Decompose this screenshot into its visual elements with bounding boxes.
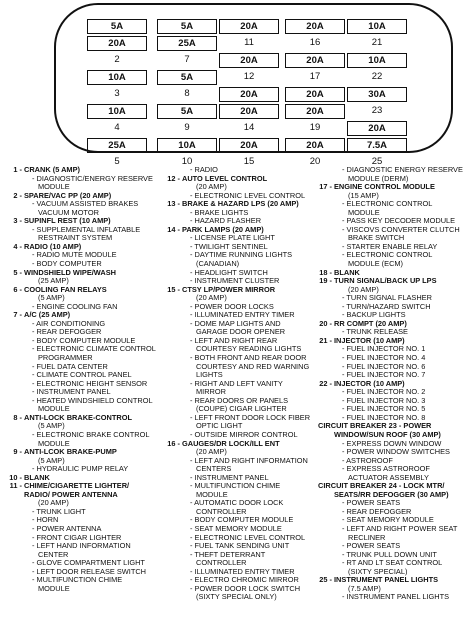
circuit-item-continued: (5 AMP) <box>38 455 65 465</box>
fuse-number: 13 - <box>167 199 180 209</box>
fuse-rating <box>87 104 147 119</box>
fuse-rating <box>219 19 279 34</box>
fuse-circuit-name: SUPINFL REST (10 AMP) <box>24 216 111 226</box>
fuse-circuit-name: INSTRUMENT PANEL LIGHTS <box>334 575 439 585</box>
fuse-rating <box>285 138 345 153</box>
circuit-item: - LICENSE PLATE LIGHT <box>190 233 275 243</box>
fuse-circuit-name: WINDSHIELD WIPE/WASH <box>24 267 116 277</box>
fuse-number: 9 - <box>13 447 22 457</box>
fuse-label: 20A <box>368 123 386 134</box>
fuse-circuit-name: PARK LAMPS (20 AMP) <box>182 224 264 234</box>
fuse-circuit-name: CTSY LP/POWER MIRROR <box>182 284 276 294</box>
fuse-number: 3 - <box>13 216 22 226</box>
circuit-item: - ELECTRONIC CLIMATE CONTROL <box>32 344 156 354</box>
fuse-label: 23 <box>371 105 383 116</box>
circuit-item-continued: MODULE <box>38 438 70 448</box>
circuit-item: - THEFT DETERRANT <box>190 549 266 559</box>
circuit-item: - EXPRESS ASTROROOF <box>342 464 430 474</box>
fuse-label: 15 <box>243 156 255 167</box>
circuit-item: - TRUNK RELEASE <box>342 327 408 337</box>
fuse-label: 10A <box>368 21 386 32</box>
fuse-label: 5A <box>110 21 124 32</box>
fuse-number <box>87 121 147 136</box>
fuse-entry-heading <box>2 166 156 175</box>
fuse-label: 10A <box>178 140 196 151</box>
fuse-label: 20A <box>306 140 324 151</box>
circuit-item: - POWER WINDOW SWITCHES <box>342 447 450 457</box>
circuit-item-continued: (CANADIAN) <box>196 259 240 269</box>
circuit-item: - FUEL DATA CENTER <box>32 361 108 371</box>
fuse-circuit-name: RADIO (10 AMP) <box>24 241 82 251</box>
fuse-entry-heading <box>2 217 156 226</box>
circuit-item: - DOME MAP LIGHTS AND <box>190 318 281 328</box>
fuse-label: 20A <box>306 55 324 66</box>
circuit-item: - GLOVE COMPARTMENT LIGHT <box>32 558 145 568</box>
fuse-entry-heading <box>160 200 310 209</box>
circuit-item-continued: ACTUATOR ASSEMBLY <box>348 472 429 482</box>
fuse-rating <box>157 104 217 119</box>
fuse-number: 1 - <box>13 165 22 174</box>
fuse-circuit-name: A/C (25 AMP) <box>24 310 71 320</box>
circuit-item-continued: (20 AMP) <box>348 284 379 294</box>
fuse-rating <box>219 53 279 68</box>
fuse-number: 14 - <box>167 224 180 234</box>
circuit-item-continued: MODULE (DERM) <box>348 173 409 183</box>
circuit-item: - INSTRUMENT PANEL <box>190 472 269 482</box>
circuit-item: - AUTOMATIC DOOR LOCK <box>190 498 284 508</box>
circuit-item: - ELECTRONIC HEIGHT SENSOR <box>32 378 148 388</box>
circuit-item: - TRUNK LIGHT <box>32 506 86 516</box>
fuse-number: 22 - <box>319 378 332 388</box>
fuse-label: 11 <box>244 37 254 48</box>
circuit-item: - SUPPLEMENTAL INFLATABLE <box>32 224 141 234</box>
circuit-item: - TURN SIGNAL FLASHER <box>342 293 432 303</box>
fuse-label: 25 <box>371 156 383 167</box>
fuse-rating <box>157 19 217 34</box>
fuse-label: 20A <box>240 140 258 151</box>
circuit-item: - VACUUM ASSISTED BRAKES <box>32 199 139 209</box>
circuit-item-continued: MODULE <box>196 489 228 499</box>
circuit-item-continued: CENTER <box>38 549 69 559</box>
fuse-rating <box>347 121 407 136</box>
fuse-label: 20A <box>240 21 258 32</box>
fuse-rating <box>285 53 345 68</box>
fuse-number: 16 - <box>167 438 180 448</box>
fuse-number <box>347 36 407 51</box>
circuit-item-continued: MIRROR <box>196 387 226 397</box>
fuse-column <box>219 19 279 172</box>
fuse-rating <box>285 104 345 119</box>
fuse-entry-heading <box>312 277 463 286</box>
circuit-item-continued: (5 AMP) <box>38 421 65 431</box>
circuit-item: - LEFT AND RIGHT POWER SEAT <box>342 523 458 533</box>
fuse-rating <box>347 87 407 102</box>
fuse-number: 21 - <box>319 335 332 345</box>
fuse-label: 14 <box>243 122 255 133</box>
fuse-rating <box>219 138 279 153</box>
fuse-label: 7.5A <box>366 140 388 151</box>
fuse-circuit-name: ANTI-LCOK BRAKE-PUMP <box>24 447 117 457</box>
fuse-label: 20A <box>240 55 258 66</box>
circuit-item: - RADIO MUTE MODULE <box>32 250 117 260</box>
fuse-circuit-name: INJECTOR (10 AMP) <box>334 378 405 388</box>
fuse-rating <box>157 70 217 85</box>
circuit-item: - FUEL INJECTOR NO. 3 <box>342 395 426 405</box>
fuse-number <box>87 87 147 102</box>
fuse-rating <box>347 53 407 68</box>
fuse-label: 20 <box>309 156 321 167</box>
fuse-label: 5A <box>180 72 194 83</box>
fuse-number <box>285 36 345 51</box>
circuit-breaker-heading-continued: SEATS/RR DEFOGGER (30 AMP) <box>334 489 449 499</box>
circuit-item: - FRONT CIGAR LIGHTER <box>32 532 122 542</box>
circuit-item: - ELECTRONIC LEVEL CONTROL <box>190 532 306 542</box>
circuit-item-continued: COURTESY AND RED WARNING <box>196 361 310 371</box>
circuit-item: - RT AND LT SEAT CONTROL <box>342 558 443 568</box>
circuit-item: - PASS KEY DECODER MODULE <box>342 216 456 226</box>
circuit-item: - LEFT FRONT DOOR LOCK FIBER <box>190 412 311 422</box>
fuse-entry-heading <box>160 175 310 184</box>
fuse-entry-heading <box>2 269 156 278</box>
fuse-rating <box>219 87 279 102</box>
fuse-rating <box>347 138 407 153</box>
circuit-item-continued: CONTROLLER <box>196 558 247 568</box>
fuse-label: 12 <box>243 71 255 82</box>
fuse-label: 21 <box>371 37 383 48</box>
fuse-label: 9 <box>184 122 190 133</box>
circuit-item: - ILLUMINATED ENTRY TIMER <box>190 310 295 320</box>
fuse-rating <box>87 138 147 153</box>
fuse-number <box>219 36 279 51</box>
circuit-item: - HYDRAULIC PUMP RELAY <box>32 464 129 474</box>
fuse-number: 11 - <box>9 481 22 491</box>
fuse-rating <box>347 19 407 34</box>
circuit-item: - SEAT MEMORY MODULE <box>342 515 434 525</box>
circuit-item: - EXPRESS DOWN WINDOW <box>342 438 442 448</box>
fuse-entry-heading <box>160 286 310 295</box>
fuse-label: 22 <box>371 71 383 82</box>
circuit-item-continued: (5 AMP) <box>38 293 65 303</box>
circuit-item: - MULTIFUNCTION CHIME <box>32 575 123 585</box>
fuse-circuit-name: BLANK <box>24 472 50 482</box>
circuit-item-continued: (20 AMP) <box>196 447 227 457</box>
fuse-rating <box>157 36 217 51</box>
fuse-entry-heading <box>2 286 156 295</box>
fuse-entry-heading <box>2 243 156 252</box>
fuse-rating <box>157 138 217 153</box>
fuse-circuit-name-continued: RADIO/ POWER ANTENNA <box>24 489 118 499</box>
circuit-item: - ELECTRONIC BRAKE CONTROL <box>32 429 150 439</box>
circuit-item: - FUEL INJECTOR NO. 6 <box>342 361 426 371</box>
circuit-item: - DIAGNOSTIC/ENERGY RESERVE <box>32 173 153 183</box>
fuse-number: 17 - <box>319 182 332 192</box>
fuse-entry-heading <box>2 192 156 201</box>
fuse-circuit-name: GAUGES/DR LOCK/ILL ENT <box>182 438 280 448</box>
circuit-item: - BOTH FRONT AND REAR DOOR <box>190 353 307 363</box>
fuse-column <box>87 19 147 172</box>
circuit-breaker-heading-continued: WINDOW/SUN ROOF (30 AMP) <box>334 429 441 439</box>
circuit-item-continued: (7.5 AMP) <box>348 583 381 593</box>
fuse-label: 5 <box>114 156 120 167</box>
fuse-number <box>285 70 345 85</box>
circuit-item: - HEADLIGHT SWITCH <box>190 267 268 277</box>
fuse-number: 25 - <box>319 575 332 585</box>
circuit-breaker-heading: CIRCUIT BREAKER 23 - POWER <box>318 421 432 431</box>
fuse-label: 25A <box>178 38 196 49</box>
fuse-label: 3 <box>114 88 120 99</box>
fuse-circuit-name: AUTO LEVEL CONTROL <box>182 173 268 183</box>
circuit-item-continued: MODULE <box>348 207 380 217</box>
circuit-item: - TURN/HAZARD SWITCH <box>342 301 431 311</box>
fuse-label: 30A <box>368 89 386 100</box>
fuse-label: 5A <box>180 106 194 117</box>
circuit-item: - AIR CONDITIONING <box>32 318 106 328</box>
circuit-item-continued: RECLINER <box>348 532 386 542</box>
circuit-item: - REAR DEFOGGER <box>342 506 412 516</box>
circuit-item: - BRAKE LIGHTS <box>190 207 249 217</box>
fuse-entry-heading <box>312 320 463 329</box>
fuse-label: 8 <box>184 88 190 99</box>
fuse-number <box>219 121 279 136</box>
circuit-item: - DIAGNOSTIC ENERGY RESERVE <box>342 165 463 174</box>
circuit-item-continued: MODULE (ECM) <box>348 259 404 269</box>
circuit-item: - VISCOVS CONVERTER CLUTCH <box>342 224 460 234</box>
circuit-item: - FUEL INJECTOR NO. 7 <box>342 370 426 380</box>
fuse-entry-heading <box>312 576 463 585</box>
circuit-item: - HEATED WINDSHIELD CONTROL <box>32 395 153 405</box>
fuse-label: 16 <box>309 37 321 48</box>
fuse-circuit-name: ENGINE CONTROL MODULE <box>334 182 435 192</box>
circuit-item: - LEFT AND RIGHT INFORMATION <box>190 455 308 465</box>
circuit-item-continued: CONTROLLER <box>196 506 247 516</box>
circuit-item-continued: PROGRAMMER <box>38 353 93 363</box>
circuit-breaker-heading: CIRCUIT BREAKER 24 - LOCK MTR/ <box>318 481 445 491</box>
circuit-item-continued: (SIXTY SPECIAL ONLY) <box>196 592 277 602</box>
fuse-column <box>285 19 345 172</box>
fuse-number <box>87 53 147 68</box>
legend-column-1 <box>2 166 156 593</box>
circuit-item-continued: CENTERS <box>196 464 232 474</box>
fuse-label: 20A <box>306 106 324 117</box>
fuse-label: 2 <box>114 54 120 65</box>
fuse-number <box>157 87 217 102</box>
circuit-item-continued: LIGHTS <box>196 370 223 380</box>
fuse-circuit-name: COOLING FAN RELAYS <box>24 284 107 294</box>
circuit-item: - ELECTRONIC CONTROL <box>342 250 433 260</box>
circuit-item-continued: BRAKE SWITCH <box>348 233 405 243</box>
fuse-panel-diagram <box>54 3 453 167</box>
fuse-number: 10 - <box>9 472 22 482</box>
fuse-entry-heading <box>160 440 310 449</box>
fuse-label: 19 <box>309 122 321 133</box>
fuse-circuit-name: CRANK (5 AMP) <box>24 165 80 174</box>
circuit-item: - BACKUP LIGHTS <box>342 310 406 320</box>
circuit-item: - FUEL TANK SENDING UNIT <box>190 541 290 551</box>
fuse-label: 10A <box>368 55 386 66</box>
circuit-item: - INSTRUMENT PANEL <box>32 387 111 397</box>
fuse-entry-heading <box>160 226 310 235</box>
circuit-item: - REAR DEFOGGER <box>32 327 102 337</box>
fuse-number <box>157 121 217 136</box>
fuse-number: 7 - <box>13 310 22 320</box>
fuse-number: 8 - <box>13 412 22 422</box>
circuit-item: - HAZARD FLASHER <box>190 216 262 226</box>
circuit-item: - INSTRUMENT CLUSTER <box>190 276 280 286</box>
fuse-number: 15 - <box>167 284 180 294</box>
circuit-item-continued: COURTESY READING LIGHTS <box>196 344 302 354</box>
circuit-item-continued: (20 AMP) <box>196 182 227 192</box>
circuit-item: - ELECTRO CHROMIC MIRROR <box>190 575 299 585</box>
circuit-item: - ELECTRONIC CONTROL <box>342 199 433 209</box>
circuit-item: - BODY COMPUTER <box>32 259 102 269</box>
fuse-label: 10 <box>181 156 193 167</box>
fuse-number <box>285 121 345 136</box>
fuse-rating <box>87 36 147 51</box>
fuse-label: 5A <box>180 21 194 32</box>
fuse-number: 19 - <box>319 276 332 286</box>
circuit-item: - ELECTRONIC LEVEL CONTROL <box>190 190 306 200</box>
fuse-number: 4 - <box>13 241 22 251</box>
fuse-number: 2 - <box>13 190 22 200</box>
circuit-item-continued: VACUUM MOTOR <box>38 207 99 217</box>
fuse-number <box>157 53 217 68</box>
fuse-circuit-name: RR COMPT (20 AMP) <box>334 318 407 328</box>
fuse-number: 20 - <box>319 318 332 328</box>
circuit-item: - LEFT AND RIGHT REAR <box>190 335 278 345</box>
fuse-label: 20A <box>240 106 258 117</box>
circuit-item: - FUEL INJECTOR NO. 4 <box>342 353 426 363</box>
fuse-number <box>347 70 407 85</box>
fuse-label: 4 <box>114 122 120 133</box>
fuse-entry-heading <box>2 414 156 423</box>
circuit-item: - POWER DOOR LOCK SWITCH <box>190 583 301 593</box>
circuit-item-continued: MODULE <box>38 182 70 192</box>
circuit-item-continued: OPTIC LIGHT <box>196 421 243 431</box>
circuit-item: - POWER SEATS <box>342 498 401 508</box>
circuit-item: - POWER DOOR LOCKS <box>190 301 274 311</box>
circuit-item: - REAR DOORS OR PANELS <box>190 395 289 405</box>
circuit-item-continued: (COUPE) CIGAR LIGHTER <box>196 404 287 414</box>
circuit-item-continued: (25 AMP) <box>38 276 69 286</box>
circuit-item-continued: (SIXTY SPECIAL) <box>348 566 408 576</box>
circuit-item: - MULTIFUNCTION CHIME <box>190 481 281 491</box>
circuit-item-continued: (15 AMP) <box>348 190 379 200</box>
circuit-item: - TWILIGHT SENTINEL <box>190 241 268 251</box>
fuse-circuit-name: INJECTOR (10 AMP) <box>334 335 405 345</box>
fuse-circuit-name: CHIME/CIGARETTE LIGHTER/ <box>24 481 130 491</box>
circuit-item: - RADIO <box>190 165 218 174</box>
circuit-item: - POWER ANTENNA <box>32 523 102 533</box>
fuse-column <box>347 19 407 172</box>
fuse-entry-heading <box>312 183 463 192</box>
fuse-label: 10A <box>108 106 126 117</box>
fuse-label: 17 <box>309 71 321 82</box>
circuit-item-continued: RESTRAINT SYSTEM <box>38 233 113 243</box>
circuit-item: - RIGHT AND LEFT VANITY <box>190 378 283 388</box>
fuse-circuit-name: BRAKE & HAZARD LPS (20 AMP) <box>182 199 299 209</box>
circuit-item: - DAYTIME RUNNING LIGHTS <box>190 250 293 260</box>
fuse-entry-heading <box>312 380 463 389</box>
fuse-label: 20A <box>108 38 126 49</box>
circuit-item: - LEFT HAND INFORMATION <box>32 541 131 551</box>
fuse-label: 10A <box>108 72 126 83</box>
fuse-label: 20A <box>306 89 324 100</box>
fuse-number: 6 - <box>13 284 22 294</box>
fuse-entry-heading <box>2 448 156 457</box>
fuse-rating <box>87 70 147 85</box>
circuit-item: - CLIMATE CONTROL PANEL <box>32 370 132 380</box>
circuit-item: - FUEL INJECTOR NO. 5 <box>342 404 426 414</box>
fuse-label: 25A <box>108 140 126 151</box>
fuse-number: 12 - <box>167 173 180 183</box>
fuse-rating <box>87 19 147 34</box>
circuit-item: - INSTRUMENT PANEL LIGHTS <box>342 592 450 602</box>
circuit-item: - LEFT DOOR RELEASE SWITCH <box>32 566 147 576</box>
circuit-item: - ENGINE COOLING FAN <box>32 301 118 311</box>
fuse-entry-heading <box>2 311 156 320</box>
circuit-item: - POWER SEATS <box>342 541 401 551</box>
circuit-item-continued: (20 AMP) <box>38 498 69 508</box>
circuit-item: - OUTSIDE MIRROR CONTROL <box>190 429 298 439</box>
fuse-label: 20A <box>306 21 324 32</box>
fuse-entry-heading <box>2 482 156 491</box>
circuit-item: - ILLUMINATED ENTRY TIMER <box>190 566 295 576</box>
fuse-number: 18 - <box>319 267 332 277</box>
fuse-rating <box>219 104 279 119</box>
fuse-rating <box>285 19 345 34</box>
circuit-item: - STARTER ENABLE RELAY <box>342 241 438 251</box>
circuit-item: - BODY COMPUTER MODULE <box>190 515 294 525</box>
fuse-circuit-name: BLANK <box>334 267 360 277</box>
fuse-circuit-name: TURN SIGNAL/BACK UP LPS <box>334 276 437 286</box>
fuse-column <box>157 19 217 172</box>
fuse-number <box>347 104 407 119</box>
fuse-entry-heading <box>312 337 463 346</box>
circuit-item: - ASTROROOF <box>342 455 393 465</box>
fuse-circuit-name: SPARE/VAC PP (20 AMP) <box>24 190 112 200</box>
circuit-item: - FUEL INJECTOR NO. 8 <box>342 412 426 422</box>
circuit-item: - HORN <box>32 515 59 525</box>
fuse-circuit-name: ANTI-LOCK BRAKE-CONTROL <box>24 412 132 422</box>
circuit-item: - TRUNK PULL DOWN UNIT <box>342 549 437 559</box>
circuit-item: - BODY COMPUTER MODULE <box>32 335 136 345</box>
circuit-item: - SEAT MEMORY MODULE <box>190 523 282 533</box>
circuit-item-continued: MODULE <box>38 404 70 414</box>
circuit-item-continued: GARAGE DOOR OPENER <box>196 327 286 337</box>
circuit-item: - FUEL INJECTOR NO. 2 <box>342 387 426 397</box>
fuse-number <box>219 70 279 85</box>
circuit-item-continued: MODULE <box>38 583 70 593</box>
legend-column-2 <box>160 166 310 602</box>
circuit-item-continued: (20 AMP) <box>196 293 227 303</box>
legend-column-3 <box>312 166 463 602</box>
fuse-label: 20A <box>240 89 258 100</box>
fuse-rating <box>285 87 345 102</box>
fuse-number: 5 - <box>13 267 22 277</box>
fuse-label: 7 <box>184 54 190 65</box>
circuit-item: - FUEL INJECTOR NO. 1 <box>342 344 426 354</box>
